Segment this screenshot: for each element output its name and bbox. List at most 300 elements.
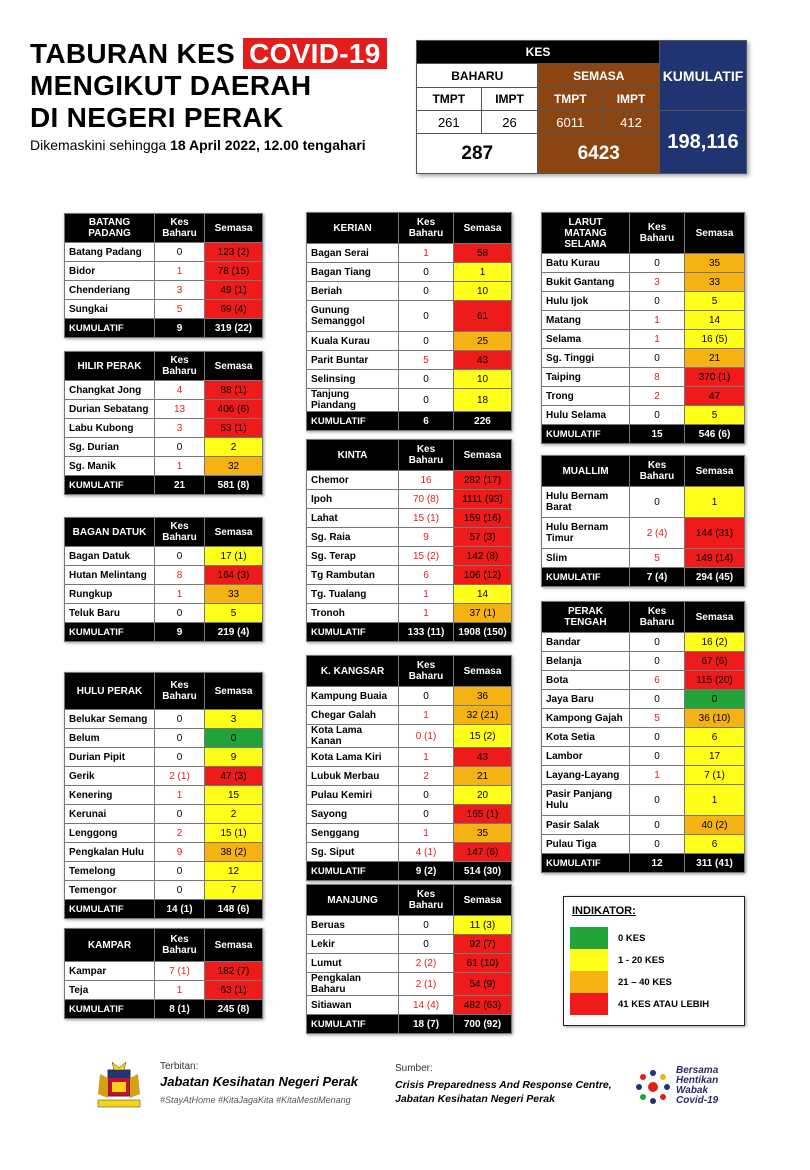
- kes-baharu-value: 6: [630, 671, 685, 690]
- col-kes-baharu-header: Kes Baharu: [399, 885, 454, 916]
- area-name: Sg. Terap: [307, 547, 399, 566]
- semasa-value: 67 (6): [685, 652, 745, 671]
- area-name: Lekir: [307, 935, 399, 954]
- area-name: Kota Lama Kanan: [307, 725, 399, 748]
- area-name: Kampung Buaia: [307, 687, 399, 706]
- kumulatif-row: [307, 1015, 512, 1034]
- table-row: [307, 370, 512, 389]
- semasa-value: 115 (20): [685, 671, 745, 690]
- col-kes-baharu-header: Kes Baharu: [399, 213, 454, 244]
- col-semasa-header: Semasa: [205, 352, 263, 381]
- kes-baharu-value: 1: [399, 748, 454, 767]
- semasa-value: 36: [454, 687, 512, 706]
- kumulatif-row: [542, 568, 745, 587]
- updated-date: 18 April 2022, 12.00 tengahari: [170, 137, 366, 153]
- table-row: [307, 332, 512, 351]
- summary-kes-header: KES: [417, 41, 660, 64]
- table-row: [307, 935, 512, 954]
- table-row: [307, 244, 512, 263]
- title-line3: DI NEGERI PERAK: [30, 102, 284, 133]
- district-table: [541, 601, 745, 873]
- district-name: K. KANGSAR: [307, 656, 399, 687]
- area-name: Changkat Jong: [65, 381, 155, 400]
- semasa-value: 47 (3): [205, 767, 263, 786]
- col-kes-baharu-header: Kes Baharu: [155, 929, 205, 962]
- kumulatif-semasa: 148 (6): [205, 900, 263, 919]
- summary-baharu-impt-label: IMPT: [481, 87, 538, 110]
- area-name: Hutan Melintang: [65, 566, 155, 585]
- area-name: Sungkai: [65, 300, 155, 319]
- indicator-swatch-3: [570, 993, 608, 1015]
- table-row: [307, 786, 512, 805]
- source-line1: Crisis Preparedness And Response Centre,: [395, 1079, 612, 1091]
- col-semasa-header: Semasa: [454, 656, 512, 687]
- table-row: [307, 351, 512, 370]
- hashtags: #StayAtHome #KitaJagaKita #KitaMestiMenang: [160, 1095, 351, 1105]
- indicator-swatch-2: [570, 971, 608, 993]
- area-name: Pengkalan Hulu: [65, 843, 155, 862]
- kes-baharu-value: 5: [399, 351, 454, 370]
- table-row: [65, 805, 263, 824]
- table-row: [542, 690, 745, 709]
- col-semasa-header: Semasa: [685, 213, 745, 254]
- table-row: [65, 862, 263, 881]
- area-name: Teluk Baru: [65, 604, 155, 623]
- semasa-value: 15: [205, 786, 263, 805]
- kumulatif-label: KUMULATIF: [542, 568, 630, 587]
- area-name: Kuala Kurau: [307, 332, 399, 351]
- kumulatif-label: KUMULATIF: [65, 476, 155, 495]
- semasa-value: 21: [454, 767, 512, 786]
- col-semasa-header: Semasa: [685, 602, 745, 633]
- kumulatif-row: [65, 623, 263, 642]
- district-header-row: [65, 214, 263, 243]
- kes-baharu-value: 2 (1): [155, 767, 205, 786]
- kes-baharu-value: 0: [399, 301, 454, 332]
- kes-baharu-value: 3: [630, 273, 685, 292]
- col-kes-baharu-header: Kes Baharu: [630, 213, 685, 254]
- kes-baharu-value: 0: [630, 690, 685, 709]
- table-row: [307, 490, 512, 509]
- kes-baharu-value: 2: [399, 767, 454, 786]
- summary-semasa-tmpt: 6011: [538, 111, 603, 134]
- kumulatif-row: [65, 319, 263, 338]
- page-title: [30, 38, 387, 134]
- table-row: [65, 962, 263, 981]
- kes-baharu-value: 0: [630, 652, 685, 671]
- kes-baharu-value: 0: [630, 349, 685, 368]
- table-row: [542, 785, 745, 816]
- district-name: HULU PERAK: [65, 673, 155, 710]
- kumulatif-semasa: 311 (41): [685, 854, 745, 873]
- kumulatif-row: [65, 476, 263, 495]
- area-name: Sayong: [307, 805, 399, 824]
- semasa-value: 370 (1): [685, 368, 745, 387]
- district-table: [64, 351, 263, 495]
- table-row: [542, 368, 745, 387]
- kes-baharu-value: 1: [399, 604, 454, 623]
- kes-baharu-value: 1: [399, 585, 454, 604]
- semasa-value: 0: [685, 690, 745, 709]
- semasa-value: 35: [685, 254, 745, 273]
- table-row: [65, 767, 263, 786]
- col-semasa-header: Semasa: [205, 518, 263, 547]
- indicator-label: 41 KES ATAU LEBIH: [618, 999, 710, 1010]
- kumulatif-baharu: 8 (1): [155, 1000, 205, 1019]
- semasa-value: 14: [454, 585, 512, 604]
- area-name: Sg. Raia: [307, 528, 399, 547]
- summary-semasa-impt-label: IMPT: [603, 87, 660, 110]
- table-row: [307, 282, 512, 301]
- col-semasa-header: Semasa: [454, 885, 512, 916]
- semasa-value: 25: [454, 332, 512, 351]
- area-name: Beriah: [307, 282, 399, 301]
- table-row: [307, 843, 512, 862]
- semasa-value: 47: [685, 387, 745, 406]
- col-semasa-header: Semasa: [205, 929, 263, 962]
- area-name: Temelong: [65, 862, 155, 881]
- area-name: Lumut: [307, 954, 399, 973]
- area-name: Slim: [542, 549, 630, 568]
- table-row: [307, 509, 512, 528]
- table-row: [65, 566, 263, 585]
- semasa-value: 7: [205, 881, 263, 900]
- table-row: [542, 747, 745, 766]
- kes-baharu-value: 6: [399, 566, 454, 585]
- col-kes-baharu-header: Kes Baharu: [630, 602, 685, 633]
- col-semasa-header: Semasa: [454, 213, 512, 244]
- kumulatif-baharu: 9: [155, 319, 205, 338]
- semasa-value: 53 (1): [205, 419, 263, 438]
- kumulatif-row: [307, 862, 512, 881]
- col-kes-baharu-header: Kes Baharu: [155, 518, 205, 547]
- col-semasa-header: Semasa: [205, 673, 263, 710]
- publisher-block: [160, 1061, 358, 1105]
- area-name: Lubuk Merbau: [307, 767, 399, 786]
- summary-baharu-header: BAHARU: [417, 64, 538, 87]
- kes-baharu-value: 13: [155, 400, 205, 419]
- kes-baharu-value: 0: [630, 728, 685, 747]
- kumulatif-semasa: 219 (4): [205, 623, 263, 642]
- table-row: [307, 547, 512, 566]
- table-row: [542, 273, 745, 292]
- kes-baharu-value: 2 (1): [399, 973, 454, 996]
- kumulatif-semasa: 245 (8): [205, 1000, 263, 1019]
- indicator-title: INDIKATOR:: [572, 905, 636, 917]
- table-row: [307, 263, 512, 282]
- title-line2: MENGIKUT DAERAH: [30, 70, 312, 101]
- district-header-row: [542, 213, 745, 254]
- semasa-value: 282 (17): [454, 471, 512, 490]
- area-name: Rungkup: [65, 585, 155, 604]
- kes-baharu-value: 0: [155, 438, 205, 457]
- col-kes-baharu-header: Kes Baharu: [399, 440, 454, 471]
- area-name: Kerunai: [65, 805, 155, 824]
- semasa-value: 18: [454, 389, 512, 412]
- district-name: LARUT MATANG SELAMA: [542, 213, 630, 254]
- kumulatif-row: [307, 623, 512, 642]
- area-name: Ipoh: [307, 490, 399, 509]
- kumulatif-baharu: 133 (11): [399, 623, 454, 642]
- semasa-value: 7 (1): [685, 766, 745, 785]
- district-header-row: [307, 440, 512, 471]
- updated-timestamp: [30, 137, 366, 153]
- kumulatif-baharu: 9 (2): [399, 862, 454, 881]
- kes-baharu-value: 5: [630, 709, 685, 728]
- area-name: Pasir Salak: [542, 816, 630, 835]
- summary-semasa-header: SEMASA: [538, 64, 660, 87]
- indicator-label: 1 - 20 KES: [618, 955, 665, 966]
- kes-baharu-value: 1: [155, 981, 205, 1000]
- col-kes-baharu-header: Kes Baharu: [399, 656, 454, 687]
- kes-baharu-value: 9: [399, 528, 454, 547]
- area-name: Gunung Semanggol: [307, 301, 399, 332]
- table-row: [307, 389, 512, 412]
- district-name: KINTA: [307, 440, 399, 471]
- area-name: Chemor: [307, 471, 399, 490]
- district-table: [541, 212, 745, 444]
- table-row: [542, 292, 745, 311]
- col-semasa-header: Semasa: [205, 214, 263, 243]
- kes-baharu-value: 2: [630, 387, 685, 406]
- district-header-row: [542, 602, 745, 633]
- semasa-value: 165 (1): [454, 805, 512, 824]
- table-row: [307, 748, 512, 767]
- kumulatif-baharu: 14 (1): [155, 900, 205, 919]
- table-row: [542, 330, 745, 349]
- kumulatif-row: [307, 412, 512, 431]
- semasa-value: 5: [685, 292, 745, 311]
- area-name: Pulau Kemiri: [307, 786, 399, 805]
- semasa-value: 164 (3): [205, 566, 263, 585]
- terbitan-label: Terbitan:: [160, 1061, 199, 1072]
- area-name: Selinsing: [307, 370, 399, 389]
- kes-baharu-value: 0: [399, 786, 454, 805]
- semasa-value: 16 (2): [685, 633, 745, 652]
- kumulatif-row: [65, 1000, 263, 1019]
- summary-baharu-impt: 26: [481, 111, 538, 134]
- area-name: Sg. Manik: [65, 457, 155, 476]
- table-row: [65, 381, 263, 400]
- kes-baharu-value: 0: [155, 862, 205, 881]
- area-name: Bota: [542, 671, 630, 690]
- semasa-value: 10: [454, 370, 512, 389]
- indicator-label: 21 – 40 KES: [618, 977, 672, 988]
- kes-baharu-value: 3: [155, 281, 205, 300]
- area-name: Parit Buntar: [307, 351, 399, 370]
- semasa-value: 3: [205, 710, 263, 729]
- kumulatif-semasa: 1908 (150): [454, 623, 512, 642]
- semasa-value: 17 (1): [205, 547, 263, 566]
- table-row: [65, 438, 263, 457]
- district-name: PERAK TENGAH: [542, 602, 630, 633]
- semasa-value: 15 (1): [205, 824, 263, 843]
- kumulatif-semasa: 319 (22): [205, 319, 263, 338]
- area-name: Beruas: [307, 916, 399, 935]
- indicator-swatch-0: [570, 927, 608, 949]
- district-header-row: [307, 213, 512, 244]
- district-name: HILIR PERAK: [65, 352, 155, 381]
- district-header-row: [65, 352, 263, 381]
- kumulatif-semasa: 700 (92): [454, 1015, 512, 1034]
- kes-baharu-value: 1: [155, 457, 205, 476]
- semasa-value: 1: [685, 785, 745, 816]
- kumulatif-baharu: 9: [155, 623, 205, 642]
- district-header-row: [65, 929, 263, 962]
- semasa-value: 35: [454, 824, 512, 843]
- table-row: [307, 805, 512, 824]
- table-row: [307, 996, 512, 1015]
- semasa-value: 17: [685, 747, 745, 766]
- kes-baharu-value: 0 (1): [399, 725, 454, 748]
- area-name: Bidor: [65, 262, 155, 281]
- semasa-value: 40 (2): [685, 816, 745, 835]
- district-header-row: [542, 456, 745, 487]
- kes-baharu-value: 8: [630, 368, 685, 387]
- area-name: Senggang: [307, 824, 399, 843]
- semasa-value: 37 (1): [454, 604, 512, 623]
- semasa-value: 106 (12): [454, 566, 512, 585]
- table-row: [542, 487, 745, 518]
- semasa-value: 38 (2): [205, 843, 263, 862]
- table-row: [65, 300, 263, 319]
- kes-baharu-value: 0: [630, 254, 685, 273]
- kes-baharu-value: 3: [155, 419, 205, 438]
- col-kes-baharu-header: Kes Baharu: [155, 214, 205, 243]
- kumulatif-baharu: 6: [399, 412, 454, 431]
- table-row: [65, 786, 263, 805]
- semasa-value: 9: [205, 748, 263, 767]
- table-row: [65, 981, 263, 1000]
- semasa-value: 21: [685, 349, 745, 368]
- district-table: [64, 517, 263, 642]
- district-name: MANJUNG: [307, 885, 399, 916]
- table-row: [307, 954, 512, 973]
- kumulatif-semasa: 226: [454, 412, 512, 431]
- title-line1: TABURAN KES: [30, 38, 236, 69]
- semasa-value: 5: [685, 406, 745, 425]
- semasa-value: 61 (10): [454, 954, 512, 973]
- publisher-name: Jabatan Kesihatan Negeri Perak: [160, 1074, 358, 1089]
- kes-baharu-value: 7 (1): [155, 962, 205, 981]
- semasa-value: 10: [454, 282, 512, 301]
- summary-semasa-total: 6423: [538, 134, 660, 174]
- semasa-value: 2: [205, 438, 263, 457]
- district-header-row: [65, 518, 263, 547]
- table-row: [65, 881, 263, 900]
- district-name: KERIAN: [307, 213, 399, 244]
- table-row: [307, 973, 512, 996]
- summary-kumulatif-total: 198,116: [660, 111, 747, 174]
- area-name: Bukit Gantang: [542, 273, 630, 292]
- area-name: Batang Padang: [65, 243, 155, 262]
- semasa-value: 123 (2): [205, 243, 263, 262]
- area-name: Belum: [65, 729, 155, 748]
- kumulatif-semasa: 546 (6): [685, 425, 745, 444]
- kes-baharu-value: 1: [630, 766, 685, 785]
- area-name: Trong: [542, 387, 630, 406]
- semasa-value: 149 (14): [685, 549, 745, 568]
- kes-baharu-value: 2: [155, 824, 205, 843]
- col-kes-baharu-header: Kes Baharu: [155, 673, 205, 710]
- kes-baharu-value: 0: [630, 816, 685, 835]
- kes-baharu-value: 0: [399, 263, 454, 282]
- table-row: [307, 566, 512, 585]
- logo-text-line: Hentikan: [676, 1075, 719, 1086]
- area-name: Tronoh: [307, 604, 399, 623]
- semasa-value: 78 (15): [205, 262, 263, 281]
- district-header-row: [65, 673, 263, 710]
- area-name: Layang-Layang: [542, 766, 630, 785]
- semasa-value: 1: [685, 487, 745, 518]
- kumulatif-label: KUMULATIF: [542, 425, 630, 444]
- district-table: [541, 455, 745, 587]
- area-name: Bagan Tiang: [307, 263, 399, 282]
- semasa-value: 33: [205, 585, 263, 604]
- kes-baharu-value: 9: [155, 843, 205, 862]
- semasa-value: 43: [454, 748, 512, 767]
- kes-baharu-value: 16: [399, 471, 454, 490]
- table-row: [542, 254, 745, 273]
- kumulatif-row: [65, 900, 263, 919]
- indicator-swatch-1: [570, 949, 608, 971]
- table-row: [542, 728, 745, 747]
- area-name: Kampar: [65, 962, 155, 981]
- table-row: [65, 400, 263, 419]
- kes-baharu-value: 0: [630, 487, 685, 518]
- area-name: Gerik: [65, 767, 155, 786]
- area-name: Pengkalan Baharu: [307, 973, 399, 996]
- table-row: [307, 687, 512, 706]
- semasa-value: 20: [454, 786, 512, 805]
- area-name: Teja: [65, 981, 155, 1000]
- table-row: [542, 652, 745, 671]
- district-name: BAGAN DATUK: [65, 518, 155, 547]
- source-line2: Jabatan Kesihatan Negeri Perak: [395, 1093, 555, 1105]
- semasa-value: 57 (3): [454, 528, 512, 547]
- area-name: Lambor: [542, 747, 630, 766]
- kes-baharu-value: 1: [630, 311, 685, 330]
- kes-baharu-value: 2 (2): [399, 954, 454, 973]
- table-row: [542, 406, 745, 425]
- table-row: [65, 604, 263, 623]
- district-table: [64, 213, 263, 338]
- area-name: Durian Pipit: [65, 748, 155, 767]
- kes-baharu-value: 0: [630, 406, 685, 425]
- area-name: Bagan Datuk: [65, 547, 155, 566]
- kumulatif-label: KUMULATIF: [542, 854, 630, 873]
- campaign-logo-text: [676, 1066, 718, 1106]
- kes-baharu-value: 1: [399, 706, 454, 725]
- kes-baharu-value: 5: [630, 549, 685, 568]
- table-row: [307, 471, 512, 490]
- semasa-value: 61: [454, 301, 512, 332]
- kes-baharu-value: 0: [155, 805, 205, 824]
- kumulatif-label: KUMULATIF: [65, 900, 155, 919]
- kes-baharu-value: 70 (8): [399, 490, 454, 509]
- semasa-value: 15 (2): [454, 725, 512, 748]
- kes-baharu-value: 0: [630, 835, 685, 854]
- kumulatif-label: KUMULATIF: [65, 1000, 155, 1019]
- area-name: Kota Lama Kiri: [307, 748, 399, 767]
- semasa-value: 144 (31): [685, 518, 745, 549]
- table-row: [65, 710, 263, 729]
- table-row: [307, 824, 512, 843]
- kes-baharu-value: 15 (1): [399, 509, 454, 528]
- area-name: Sg. Durian: [65, 438, 155, 457]
- kumulatif-baharu: 18 (7): [399, 1015, 454, 1034]
- district-name: BATANG PADANG: [65, 214, 155, 243]
